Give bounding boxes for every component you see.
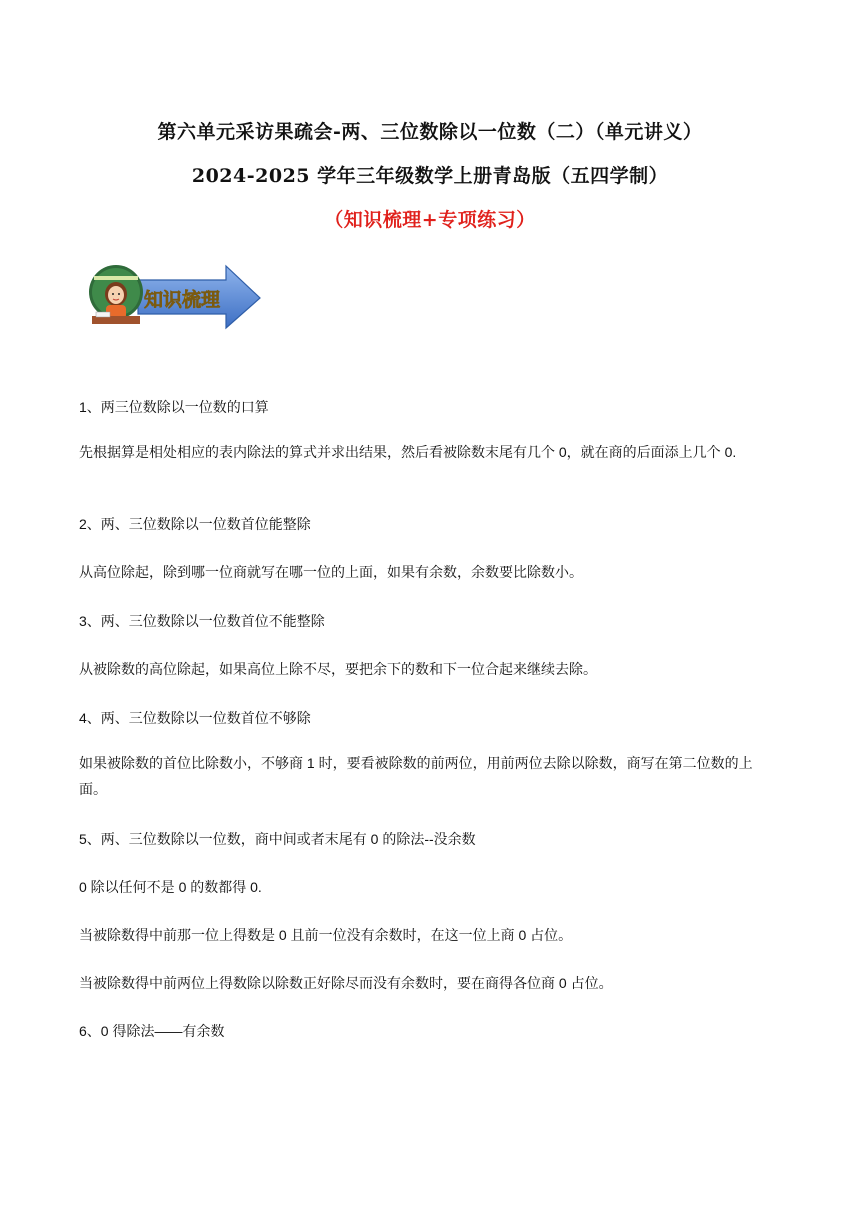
paragraph-5a: 0 除以任何不是 0 的数都得 0.	[79, 879, 262, 895]
title-line-1: 第六单元采访果疏会-两、三位数除以一位数（二）（单元讲义）	[157, 121, 703, 143]
subtitle: （知识梳理+专项练习）	[324, 209, 536, 231]
heading-2: 2、两、三位数除以一位数首位能整除	[79, 516, 311, 532]
banner-label: 知识梳理	[143, 289, 221, 311]
knowledge-banner	[86, 262, 262, 332]
heading-5: 5、两、三位数除以一位数，商中间或者末尾有 0 的除法--没余数	[79, 831, 476, 847]
paragraph-1: 先根据算是相处相应的表内除法的算式并求出结果，然后看被除数末尾有几个 0，就在商的后面添上几个 0.	[79, 444, 737, 460]
paragraph-5b: 当被除数得中前那一位上得数是 0 且前一位没有余数时，在这一位上商 0 占位。	[79, 927, 573, 943]
heading-3: 3、两、三位数除以一位数首位不能整除	[79, 613, 325, 629]
heading-1: 1、两三位数除以一位数的口算	[79, 399, 269, 415]
paragraph-2: 从高位除起，除到哪一位商就写在哪一位的上面，如果有余数，余数要比除数小。	[79, 564, 583, 580]
teacher-icon	[89, 265, 143, 324]
heading-6: 6、0 得除法——有余数	[79, 1023, 225, 1039]
heading-4: 4、两、三位数除以一位数首位不够除	[79, 710, 311, 726]
paragraph-5c: 当被除数得中前两位上得数除以除数正好除尽而没有余数时，要在商得各位商 0 占位。	[79, 975, 613, 991]
paragraph-4: 如果被除数的首位比除数小，不够商 1 时，要看被除数的前两位，用前两位去除以除数，商写在第二位数的上面。	[79, 755, 753, 797]
title-line-2: 2024-2025 学年三年级数学上册青岛版（五四学制）	[191, 165, 669, 187]
paragraph-3: 从被除数的高位除起，如果高位上除不尽，要把余下的数和下一位合起来继续去除。	[79, 661, 597, 677]
